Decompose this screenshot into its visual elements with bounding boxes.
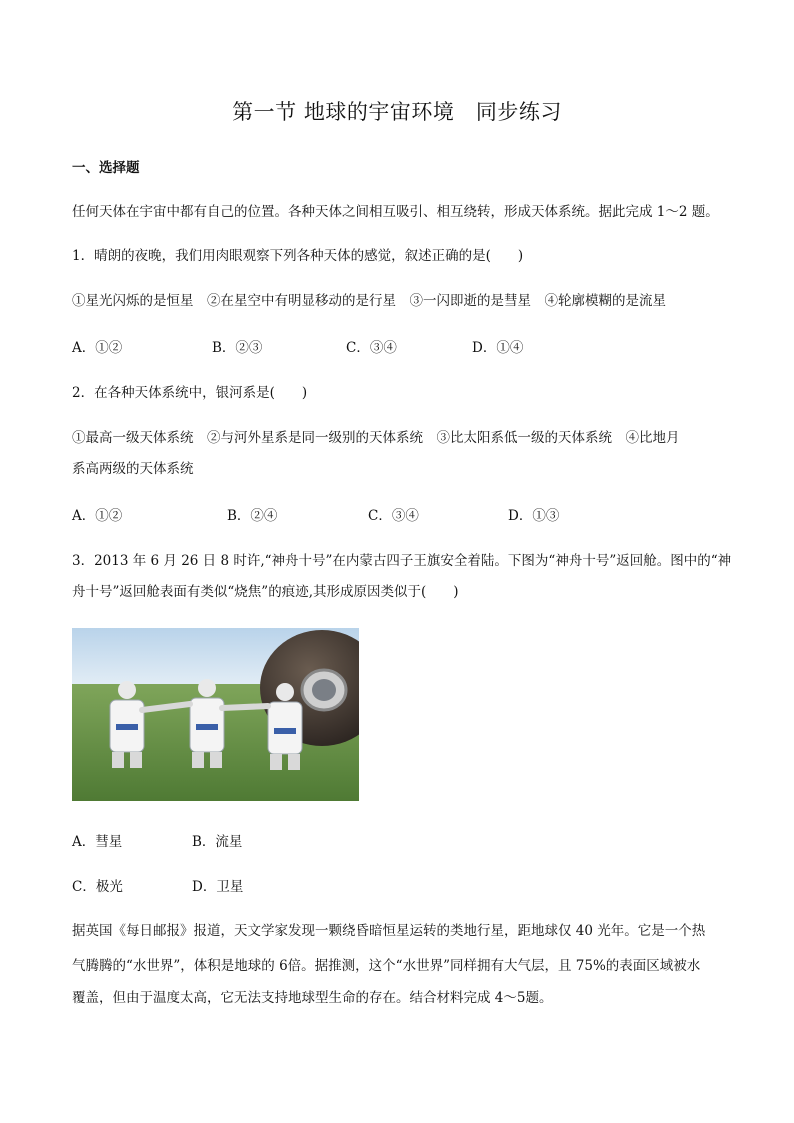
q3-option-c: C．极光 [72,879,123,895]
section-heading: 一、选择题 [72,160,140,176]
q3-stem-line1: 3．2013 年 6 月 26 日 8 时许,“神舟十号”在内蒙古四子王旗安全着陆。下图为“神舟十号”返回舱。图中的“神 [72,553,732,569]
q1-items: ①星光闪烁的是恒星 ②在星空中有明显移动的是行星 ③一闪即逝的是彗星 ④轮廓模糊的是流星 [72,293,666,309]
q2-items-line2: 系高两级的天体系统 [72,461,194,477]
q2-items-line1: ①最高一级天体系统 ②与河外星系是同一级别的天体系统 ③比太阳系低一级的天体系统 ④比地月 [72,430,680,446]
q1-option-c: C．③④ [346,340,397,356]
q2-stem: 2．在各种天体系统中，银河系是( ) [72,385,308,401]
q3-stem-line2: 舟十号”返回舱表面有类似“烧焦”的痕迹,其形成原因类似于( ) [72,584,459,600]
q1-option-d: D．①④ [472,340,524,356]
q2-option-c: C．③④ [368,508,419,524]
passage-line1: 据英国《每日邮报》报道，天文学家发现一颗绕昏暗恒星运转的类地行星，距地球仅 40 光年。它是一个热 [72,923,706,939]
return-capsule-photo [72,628,359,801]
page-title: 第一节 地球的宇宙环境 同步练习 [232,100,562,124]
passage-line2: 气腾腾的“水世界”，体积是地球的 6倍。据推测，这个“水世界”同样拥有大气层，且 75%的表面区域被水 [72,958,701,974]
passage-line3: 覆盖，但由于温度太高，它无法支持地球型生命的存在。结合材料完成 4～5题。 [72,990,553,1006]
intro-text: 任何天体在宇宙中都有自己的位置。各种天体之间相互吸引、相互绕转，形成天体系统。据此完成 1～2 题。 [72,204,719,220]
q1-option-b: B．②③ [212,340,263,356]
q3-option-b: B．流星 [192,834,243,850]
q2-option-d: D．①③ [508,508,560,524]
q1-option-a: A．①② [72,340,123,356]
q3-option-d: D．卫星 [192,879,244,895]
photo-illustration [72,628,359,801]
q2-option-a: A．①② [72,508,123,524]
q2-option-b: B．②④ [227,508,278,524]
q3-option-a: A．彗星 [72,834,123,850]
q1-stem: 1．晴朗的夜晚，我们用肉眼观察下列各种天体的感觉，叙述正确的是( ) [72,248,524,264]
